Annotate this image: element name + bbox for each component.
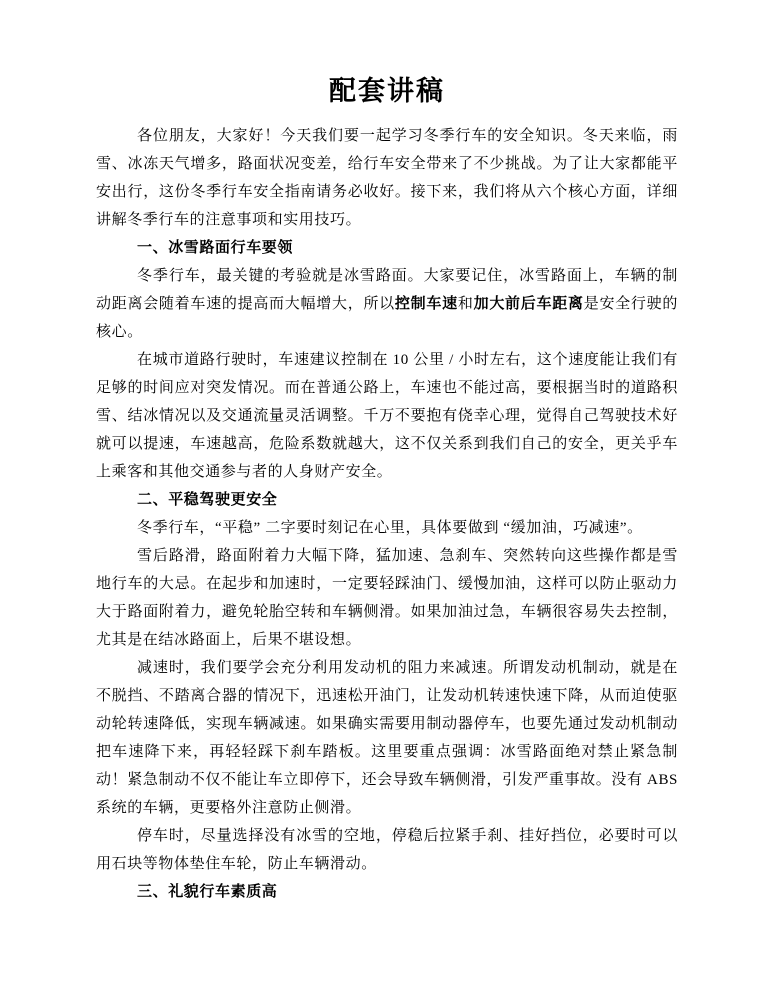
document-body <box>96 122 678 906</box>
section-heading: 三、礼貌行车素质高 <box>137 884 278 900</box>
text-run: 停车时，尽量选择没有冰雪的空地，停稳后拉紧手刹、挂好挡位，必要时可以用石块等物体垫住车轮，防止车辆滑动。 <box>96 828 678 872</box>
paragraph <box>96 514 678 542</box>
bold-text-run: 控制车速 <box>394 296 458 312</box>
section-heading: 一、冰雪路面行车要领 <box>137 240 294 256</box>
paragraph <box>96 262 678 346</box>
text-run: 减速时，我们要学会充分利用发动机的阻力来减速。所谓发动机制动，就是在不脱挡、不踏离合器的情况下，迅速松开油门，让发动机转速快速下降，从而迫使驱动轮转速降低，实现车辆减速。如果确实需要用制动器停车，也要先通过发动机制动把车速降下来，再轻轻踩下刹车踏板。这里要重点强调：冰雪路面绝对禁止紧急制动！紧急制动不仅不能让车立即停下，还会导致车辆侧滑，引发严重事故。没有 ABS 系统的车辆，更要格外注意防止侧滑。 <box>96 660 678 816</box>
text-run: 雪后路滑，路面附着力大幅下降，猛加速、急刹车、突然转向这些操作都是雪地行车的大忌。在起步和加速时，一定要轻踩油门、缓慢加油，这样可以防止驱动力大于路面附着力，避免轮胎空转和车辆侧滑。如果加油过急，车辆很容易失去控制，尤其是在结冰路面上，后果不堪设想。 <box>96 548 678 648</box>
paragraph <box>96 122 678 234</box>
section-heading: 二、平稳驾驶更安全 <box>137 492 278 508</box>
paragraph <box>96 346 678 486</box>
text-run: 冬季行车，“平稳” 二字要时刻记在心里，具体要做到 “缓加油，巧减速”。 <box>137 520 643 536</box>
paragraph <box>96 822 678 878</box>
text-run: 各位朋友，大家好！今天我们要一起学习冬季行车的安全知识。冬天来临，雨雪、冰冻天气增多，路面状况变差，给行车安全带来了不少挑战。为了让大家都能平安出行，这份冬季行车安全指南请务必收好。接下来，我们将从六个核心方面，详细讲解冬季行车的注意事项和实用技巧。 <box>96 128 678 228</box>
text-run: 冬季行车，最关键的考验就是冰雪路面。大家要记住，冰雪路面上，车辆的制动距离会随着车速的提高而大幅增大，所以 <box>96 268 678 312</box>
paragraph <box>96 542 678 654</box>
text-run: 在城市道路行驶时，车速建议控制在 10 公里 / 小时左右，这个速度能让我们有足够的时间应对突发情况。而在普通公路上，车速也不能过高，要根据当时的道路积雪、结冰情况以及交通流量灵活调整。千万不要抱有侥幸心理，觉得自己驾驶技术好就可以提速，车速越高，危险系数就越大，这不仅关系到我们自己的安全，更关乎车上乘客和其他交通参与者的人身财产安全。 <box>96 352 678 480</box>
bold-text-run: 加大前后车距离 <box>473 296 584 312</box>
paragraph <box>96 654 678 822</box>
text-run: 和 <box>457 296 474 312</box>
document-title: 配套讲稿 <box>329 76 445 106</box>
text-run: 是安全行驶的核心。 <box>96 296 678 340</box>
